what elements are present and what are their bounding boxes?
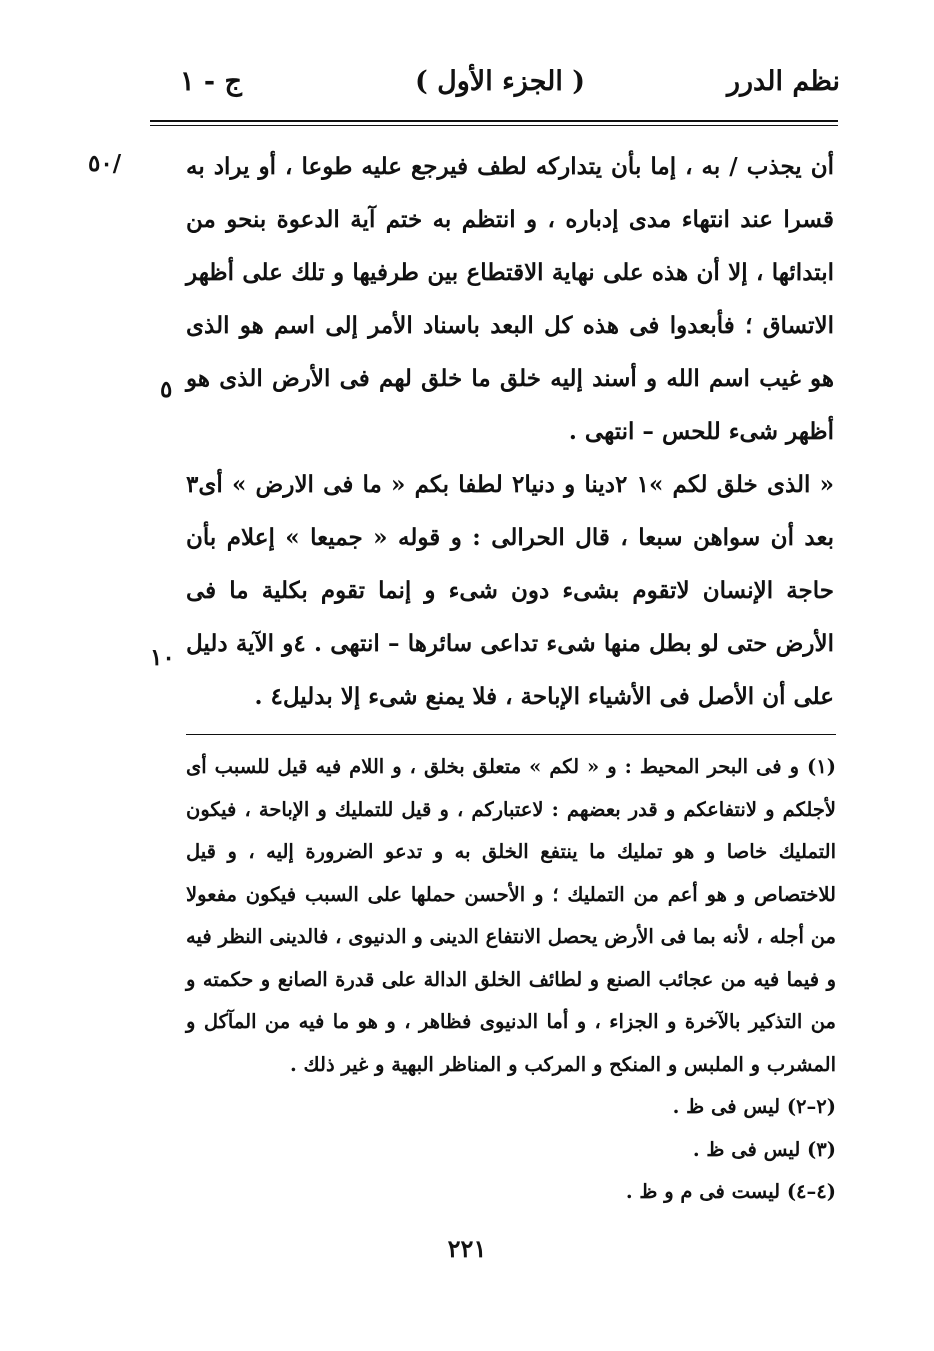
part-label: ( الجزء الأول ) — [414, 66, 586, 97]
volume-label: ج - ١ — [180, 66, 242, 97]
header-rule-thick — [150, 120, 838, 122]
footnote-1: (١) و فى البحر المحيط : و « لكم » متعلق بخلق ، و اللام فيه قيل للسبب أى لأجلكم و لانتفاعكم و قدر بعضهم : لاعتباركم ، و قيل للتمليك و الإباحة ، فيكون التمليك خاصا و هو تمليك ما ينتفع الخلق به و تدعو الضرورة إليه ، و قيل للاختصاص و هو أعم من التمليك ؛ و الأحسن حملها على السبب فيكون مفعولا من أجله ، لأنه بما فى الأرض يحصل الانتفاع الدينى و الدنيوى ، فالدينى النظر فيه و فيما فيه من عجائب الصنع و لطائف الخلق الدالة على قدرة الصانع و حكمته و من التذكير بالآخرة و الجزاء ، و أما الدنيوى فظاهر ، و هو ما فيه من المآكل و المشرب و الملبس و المنكح و المركب و المناظر البهية و غير ذلك . — [186, 755, 836, 1076]
manuscript-folio-marker: ٥٠/ — [88, 150, 122, 177]
paragraph: « الذى خلق لكم »١ ٢دينا و دنيا٢ لطفا بكم « ما فى الارض » أى٣ بعد أن سواهن سبعا ، قال الحرالى : و قوله « جميعا » إعلام بأن حاجة الإنسان لاتقوم بشىء دون شىء و إنما تقوم بكلية ما فى الأرض حتى لو بطل منها شىء تداعى سائرها – انتهى . ٤و الآية دليل على أن الأصل فى الأشياء الإباحة ، فلا يمنع شىء إلا بدليل٤ . — [186, 471, 834, 710]
footnote-2: (٢–٢) ليس فى ظ . — [672, 1095, 836, 1118]
paragraph: أن يجذب / به ، إما بأن يتداركه لطف فيرجع عليه طوعا ، أو يراد به قسرا عند انتهاء مدى إدباره ، و انتظم به ختم آية الدعوة بنحو من ابتدائها ، إلا أن هذه على نهاية الاقتطاع بين طرفيها و تلك على أظهر الاتساق ؛ فأبعدوا فى هذه كل البعد باسناد الأمر إلى اسم هو الذى هو غيب اسم الله و أسند إليه خلق ما خلق لهم فى الأرض الذى هو أظهر شىء للحس – انتهى . — [186, 153, 834, 445]
main-text — [186, 140, 834, 723]
footnote-separator — [186, 734, 836, 735]
footnote-4: (٤–٤) ليست فى م و ظ . — [625, 1180, 836, 1203]
running-header — [160, 66, 840, 110]
footnote-3: (٣) ليس فى ظ . — [692, 1137, 836, 1161]
book-title: نظم الدرر — [726, 66, 840, 97]
line-number-5: ٥ — [160, 376, 173, 403]
footnotes — [186, 746, 836, 1214]
header-rule-thin — [150, 125, 838, 126]
line-number-10: ١٠ — [150, 644, 175, 671]
page-number: ٢٢١ — [447, 1234, 487, 1263]
